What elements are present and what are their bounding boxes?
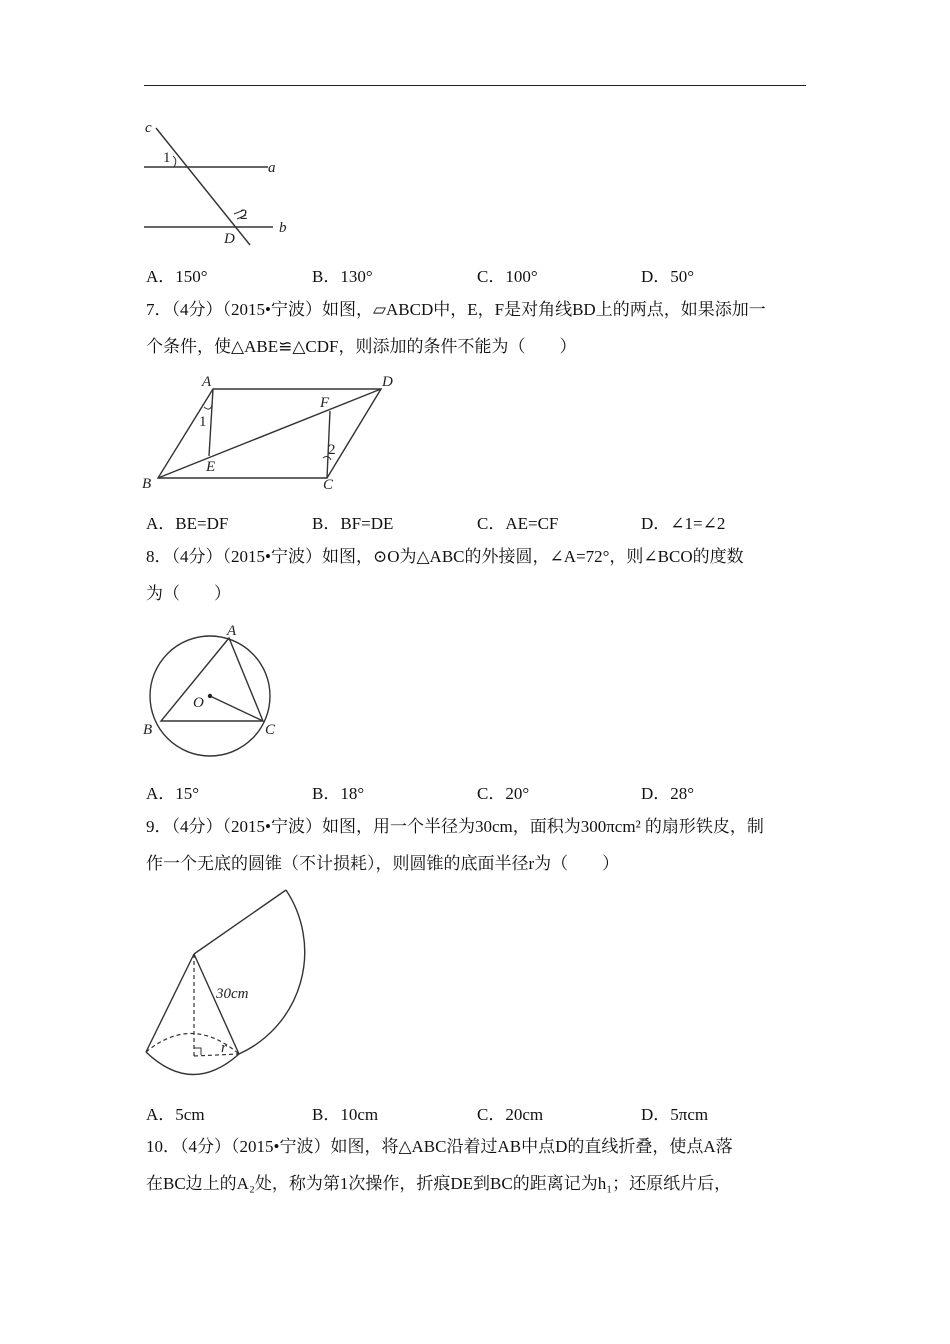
q9-figure xyxy=(140,884,310,1084)
q8-label-O: O xyxy=(193,695,204,711)
q6-label-b: b xyxy=(279,220,287,236)
q6-options xyxy=(146,262,846,286)
q9-stem xyxy=(146,808,810,882)
q7-label-B: B xyxy=(142,476,152,492)
q8-figure xyxy=(140,620,290,762)
q7-option-d[interactable]: D．∠1=∠2 xyxy=(641,514,726,533)
q9-label-slant: 30cm xyxy=(216,986,249,1002)
q8-option-a[interactable]: A．15° xyxy=(146,784,200,803)
q8-label-A: A xyxy=(227,623,237,639)
q10-stem xyxy=(146,1128,810,1202)
q6-label-angle1: 1 xyxy=(163,150,171,166)
q6-option-a[interactable]: A．150° xyxy=(146,267,208,286)
q9-option-a[interactable]: A．5cm xyxy=(146,1105,205,1124)
q6-label-a: a xyxy=(268,160,276,176)
q7-stem-line2: 个条件，使△ABE≌△CDF，则添加的条件不能为（ ） xyxy=(146,337,577,356)
q7-label-E: E xyxy=(206,459,216,475)
q6-label-D: D xyxy=(224,231,235,247)
header-rule xyxy=(144,85,806,86)
q9-option-d[interactable]: D．5πcm xyxy=(641,1105,709,1124)
q8-options xyxy=(146,779,846,803)
q10-stem-line1: 10．（4分）（2015•宁波）如图，将△ABC沿着过AB中点D的直线折叠，使点A落 xyxy=(146,1137,733,1156)
q6-option-d[interactable]: D．50° xyxy=(641,267,695,286)
q7-label-D: D xyxy=(382,374,393,390)
q7-figure xyxy=(140,372,400,494)
q6-label-c: c xyxy=(145,120,152,136)
q9-option-b[interactable]: B．10cm xyxy=(312,1105,379,1124)
q7-label-angle2: 2 xyxy=(328,442,336,458)
q6-option-c[interactable]: C．100° xyxy=(477,267,538,286)
q8-label-C: C xyxy=(265,722,276,738)
q7-label-A: A xyxy=(202,374,212,390)
q6-figure xyxy=(140,118,300,250)
q9-options xyxy=(146,1100,846,1124)
q9-option-c[interactable]: C．20cm xyxy=(477,1105,544,1124)
q8-stem-line1: 8．（4分）（2015•宁波）如图，⊙O为△ABC的外接圆，∠A=72°，则∠BCO的度数 xyxy=(146,547,744,566)
q7-label-C: C xyxy=(323,477,334,493)
q8-stem-line2: 为（ ） xyxy=(146,584,231,603)
q7-option-b[interactable]: B．BF=DE xyxy=(312,514,394,533)
q10-stem-line2: 在BC边上的A₂处，称为第1次操作，折痕DE到BC的距离记为h₁；还原纸片后， xyxy=(146,1174,732,1193)
q8-option-d[interactable]: D．28° xyxy=(641,784,695,803)
q7-label-F: F xyxy=(320,395,330,411)
q7-option-c[interactable]: C．AE=CF xyxy=(477,514,559,533)
q6-option-b[interactable]: B．130° xyxy=(312,267,373,286)
q7-label-angle1: 1 xyxy=(199,414,207,430)
q8-option-b[interactable]: B．18° xyxy=(312,784,365,803)
q8-label-B: B xyxy=(143,722,153,738)
q7-stem-line1: 7．（4分）（2015•宁波）如图，▱ABCD中，E，F是对角线BD上的两点，如果添加一 xyxy=(146,300,766,319)
q7-stem xyxy=(146,291,810,365)
q7-options xyxy=(146,509,846,533)
q9-stem-line2: 作一个无底的圆锥（不计损耗），则圆锥的底面半径r为（ ） xyxy=(146,854,620,873)
q8-option-c[interactable]: C．20° xyxy=(477,784,530,803)
q9-label-r: r xyxy=(221,1040,227,1056)
q6-label-angle2: 2 xyxy=(240,207,248,223)
q9-stem-line1: 9．（4分）（2015•宁波）如图，用一个半径为30cm，面积为300πcm² 的扇形铁皮，制 xyxy=(146,817,764,836)
q7-option-a[interactable]: A．BE=DF xyxy=(146,514,229,533)
q8-stem xyxy=(146,538,810,612)
